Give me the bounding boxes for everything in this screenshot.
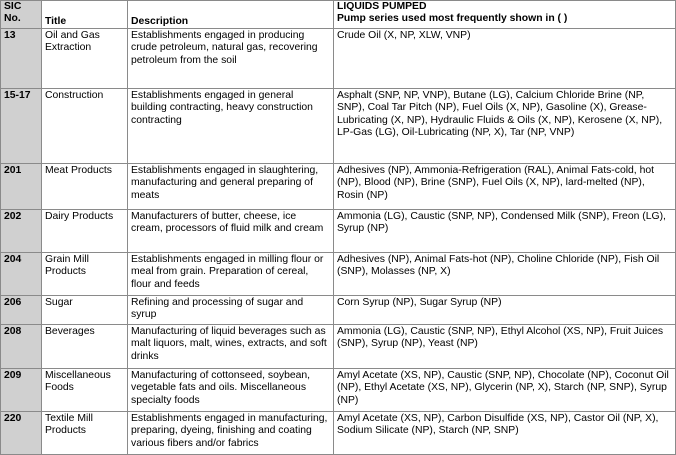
row-sic: 13 <box>1 29 42 89</box>
header-title: Title <box>42 1 128 29</box>
header-liquids-sub: Pump series used most frequently shown in ( ) <box>337 13 568 25</box>
row-liquids: Ammonia (LG), Caustic (SNP, NP), Condensed Milk (SNP), Freon (LG), Syrup (NP) <box>334 210 676 253</box>
row-description: Establishments engaged in slaughtering, manufacturing and general preparing of meats <box>128 164 334 210</box>
table-row <box>1 325 676 369</box>
table-row <box>1 412 676 455</box>
row-description: Refining and processing of sugar and syrup <box>128 296 334 325</box>
row-liquids: Corn Syrup (NP), Sugar Syrup (NP) <box>334 296 676 325</box>
row-sic: 201 <box>1 164 42 210</box>
row-sic: 208 <box>1 325 42 369</box>
row-sic: 202 <box>1 210 42 253</box>
row-liquids: Amyl Acetate (XS, NP), Carbon Disulfide (XS, NP), Castor Oil (NP, X), Sodium Silicate (NP), Starch (NP, SNP) <box>334 412 676 455</box>
row-liquids: Ammonia (LG), Caustic (SNP, NP), Ethyl Alcohol (XS, NP), Fruit Juices (SNP), Syrup (NP), Yeast (NP) <box>334 325 676 369</box>
row-liquids: Adhesives (NP), Animal Fats-hot (NP), Choline Chloride (NP), Fish Oil (SNP), Molasses (NP, X) <box>334 253 676 296</box>
row-sic: 209 <box>1 369 42 412</box>
row-title: Beverages <box>42 325 128 369</box>
row-description: Manufacturing of liquid beverages such as malt liquors, malt, wines, extracts, and soft drinks <box>128 325 334 369</box>
header-liquids <box>334 1 676 29</box>
row-liquids: Crude Oil (X, NP, XLW, VNP) <box>334 29 676 89</box>
row-liquids: Adhesives (NP), Ammonia-Refrigeration (RAL), Animal Fats-cold, hot (NP), Blood (NP), Brine (SNP), Fuel Oils (X, NP), lard-melted (NP), Rosin (NP) <box>334 164 676 210</box>
row-description: Establishments engaged in producing crude petroleum, natural gas, recovering petroleum from the soil <box>128 29 334 89</box>
table-row <box>1 164 676 210</box>
header-row <box>1 1 676 29</box>
row-description: Establishments engaged in general building contracting, heavy construction contracting <box>128 89 334 164</box>
row-description: Establishments engaged in manufacturing, preparing, dyeing, finishing and coating various fibers and/or fabrics <box>128 412 334 455</box>
row-title: Grain Mill Products <box>42 253 128 296</box>
row-liquids: Asphalt (SNP, NP, VNP), Butane (LG), Calcium Chloride Brine (NP, SNP), Coal Tar Pitch (NP), Fuel Oils (X, NP), Gasoline (X), Grease-Lubricating (X, NP), Hydraulic Fluids & Oils (X, NP), Kerosene (X, NP), LP-Gas (LG), Oil-Lubricating (NP, X), Tar (NP, VNP) <box>334 89 676 164</box>
row-title: Oil and Gas Extraction <box>42 29 128 89</box>
row-title: Miscellaneous Foods <box>42 369 128 412</box>
row-sic: 204 <box>1 253 42 296</box>
table-row <box>1 369 676 412</box>
table-row <box>1 296 676 325</box>
table-row <box>1 253 676 296</box>
row-sic: 15-17 <box>1 89 42 164</box>
header-sic: SIC No. <box>1 1 42 29</box>
row-sic: 206 <box>1 296 42 325</box>
header-liquids-main: LIQUIDS PUMPED <box>337 1 427 12</box>
table-row <box>1 210 676 253</box>
row-description: Establishments engaged in milling flour or meal from grain. Preparation of cereal, flour and feeds <box>128 253 334 296</box>
row-title: Textile Mill Products <box>42 412 128 455</box>
table-row <box>1 29 676 89</box>
header-description: Description <box>128 1 334 29</box>
row-title: Dairy Products <box>42 210 128 253</box>
row-title: Meat Products <box>42 164 128 210</box>
row-liquids: Amyl Acetate (XS, NP), Caustic (SNP, NP), Chocolate (NP), Coconut Oil (NP), Ethyl Acetate (XS, NP), Glycerin (NP, X), Starch (NP, SNP), Syrup (NP) <box>334 369 676 412</box>
row-title: Sugar <box>42 296 128 325</box>
row-title: Construction <box>42 89 128 164</box>
row-description: Manufacturers of butter, cheese, ice cream, processors of fluid milk and cream <box>128 210 334 253</box>
table-row <box>1 89 676 164</box>
row-sic: 220 <box>1 412 42 455</box>
row-description: Manufacturing of cottonseed, soybean, vegetable fats and oils. Miscellaneous specialty foods <box>128 369 334 412</box>
